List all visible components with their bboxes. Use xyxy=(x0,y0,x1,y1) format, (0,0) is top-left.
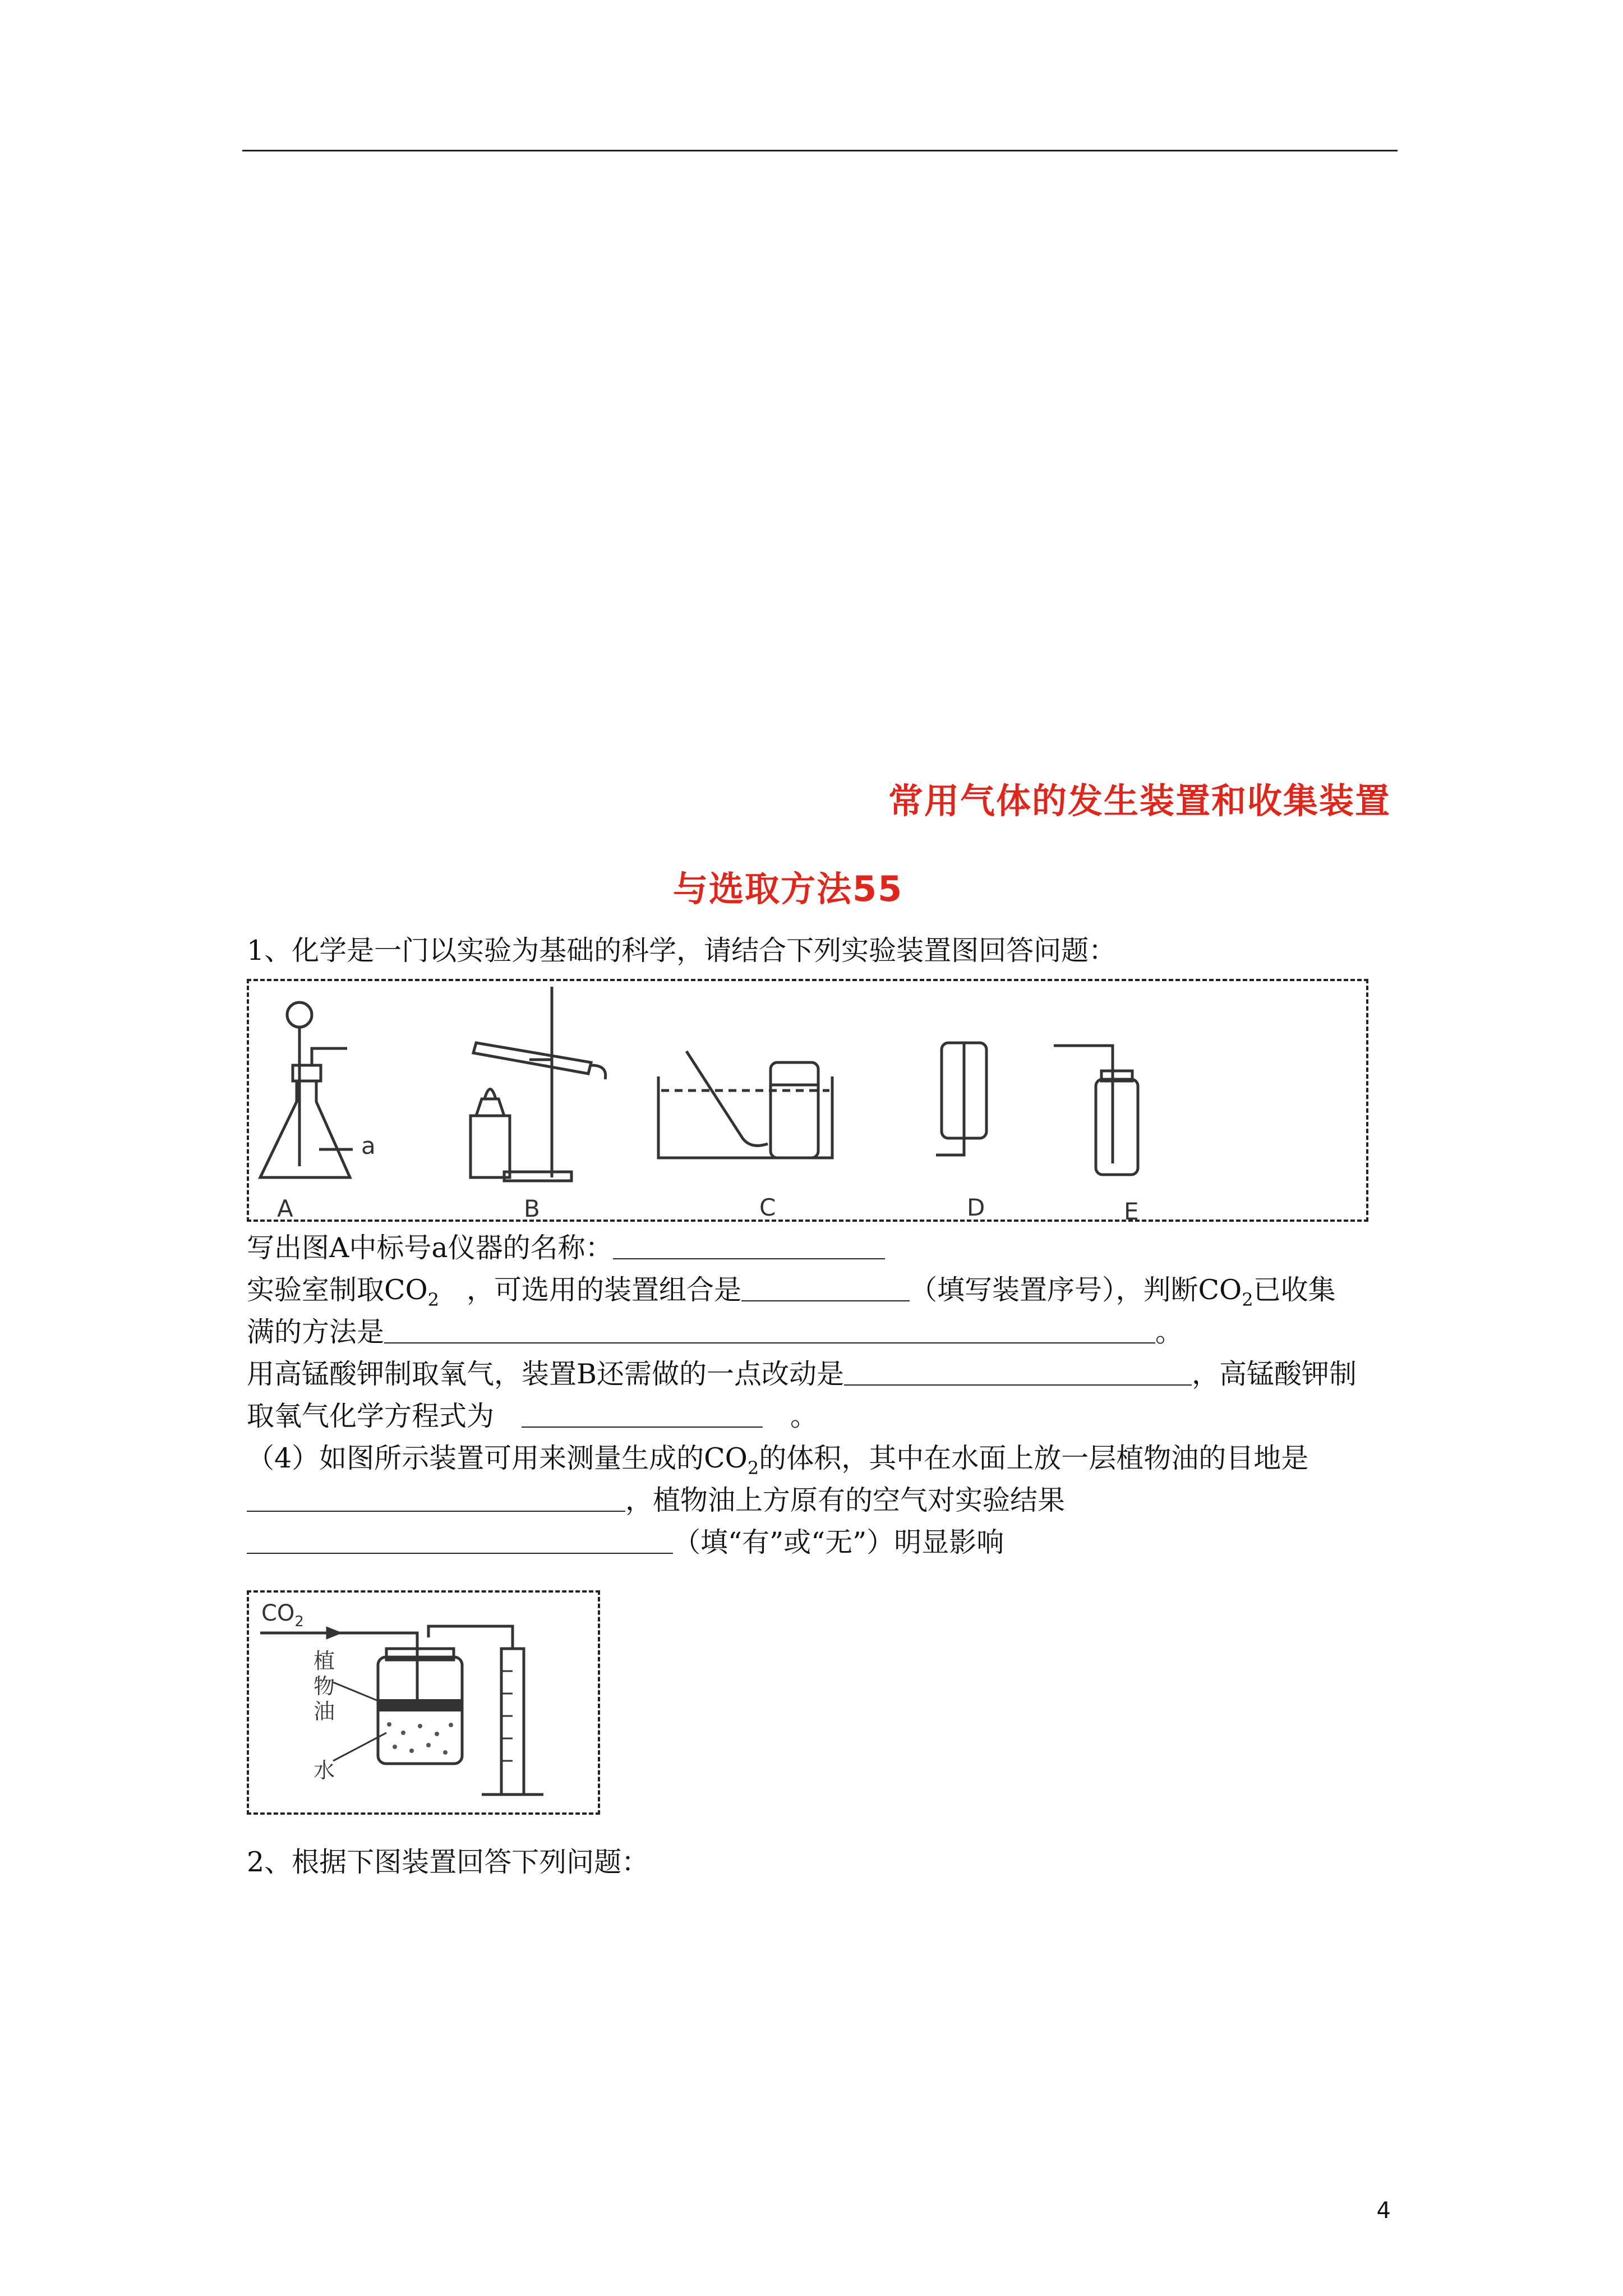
water-label: 水 xyxy=(313,1758,335,1783)
label-d: D xyxy=(967,1194,985,1220)
q1-line-2: 实验室制取$CO_2$ ，可选用的装置组合是 （填写装置序号），判断$CO_2$已收集 xyxy=(247,1274,1336,1310)
q1-line-1: 写出图A中标号a仪器的名称： xyxy=(247,1231,885,1265)
q1-line-8: （填“有”或“无”）明显影响 xyxy=(247,1526,1004,1559)
oil-label-2: 物 xyxy=(313,1674,335,1699)
water-dots xyxy=(387,1722,453,1755)
label-e: E xyxy=(1124,1198,1139,1220)
answer-blank-full-check[interactable] xyxy=(384,1320,1155,1343)
answer-blank-oil-purpose[interactable] xyxy=(247,1488,625,1512)
label-a-mark: a xyxy=(361,1132,376,1159)
question-2-intro: 2、根据下图装置回答下列问题： xyxy=(247,1846,649,1878)
label-c: C xyxy=(759,1194,776,1220)
apparatus-figure-2 xyxy=(247,1590,600,1815)
measurement-drawing xyxy=(249,1593,598,1812)
apparatus-a-flask xyxy=(260,1002,353,1177)
q1-line-5: 取氧气化学方程式为 。 xyxy=(247,1400,818,1432)
q1-line-3: 满的方法是 。 xyxy=(247,1316,1183,1348)
q1-line-4: 用高锰酸钾制取氧气，装置B还需做的一点改动是 ，高锰酸钾制 xyxy=(247,1358,1357,1390)
apparatus-figure-1 xyxy=(247,979,1368,1222)
apparatus-c-trough xyxy=(658,1051,832,1158)
label-b: B xyxy=(524,1195,540,1220)
answer-blank-instrument-a[interactable] xyxy=(613,1236,885,1259)
page-title-line2: 与选取方法55 xyxy=(673,868,903,909)
answer-blank-modification[interactable] xyxy=(844,1362,1192,1386)
question-1-intro: 1、化学是一门以实验为基础的科学，请结合下列实验装置图回答问题： xyxy=(247,935,1117,967)
q1-line-6: （4）如图所示装置可用来测量生成的$CO_2$的体积，其中在水面上放一层植物油的目地是 xyxy=(247,1442,1309,1479)
oil-label-1: 植 xyxy=(313,1649,335,1673)
gas-label: $CO_2$ xyxy=(261,1600,304,1630)
answer-blank-air-effect[interactable] xyxy=(247,1530,673,1554)
page-title-line1: 常用气体的发生装置和收集装置 xyxy=(888,780,1391,821)
apparatus-e-bottle xyxy=(1054,1046,1138,1175)
apparatus-drawing xyxy=(249,981,1366,1220)
cylinder-ticks xyxy=(501,1671,513,1761)
apparatus-d-bottle xyxy=(936,1043,986,1155)
label-a: A xyxy=(277,1195,293,1220)
page-number: 4 xyxy=(1376,2198,1391,2224)
answer-blank-equation[interactable] xyxy=(522,1404,763,1428)
apparatus-b-stand xyxy=(471,987,606,1181)
q1-line-7: ，植物油上方原有的空气对实验结果 xyxy=(247,1484,1065,1517)
answer-blank-apparatus-combo[interactable] xyxy=(741,1278,910,1301)
oil-label-3: 油 xyxy=(313,1699,335,1724)
header-rule xyxy=(242,150,1398,151)
